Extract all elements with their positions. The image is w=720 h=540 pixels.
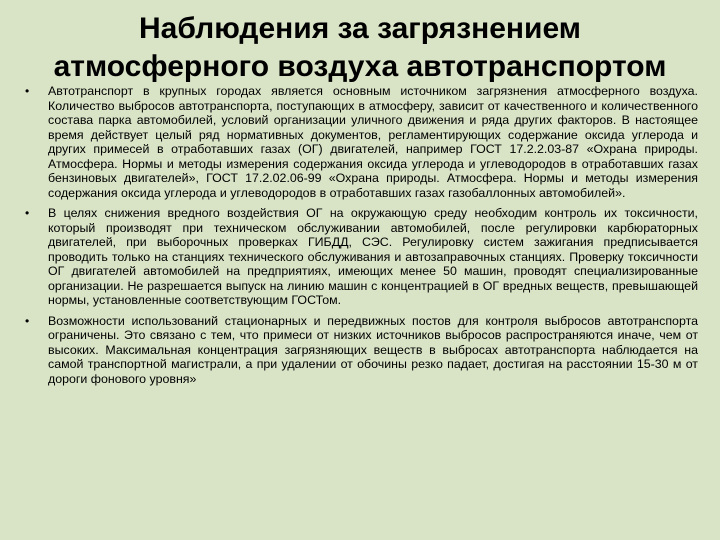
- bullet-marker: •: [25, 84, 30, 98]
- bullet-list: [22, 84, 698, 392]
- bullet-text: В целях снижения вредного воздействия ОГ на окружающую среду необходим контроль их токсичности, который производят при техническом обслуживании автомобилей, после регулировки карбюраторных двигателей, при выборочных проверках ГИБДД, СЭС. Регулировку систем зажигания предписывается проводить только на станциях технического обслуживания и автозаправочных станциях. Проверку токсичности ОГ двигателей автомобилей на предприятиях, имеющих менее 50 машин, проводят специализированные организации. Не разрешается выпуск на линию машин с концентрацией в ОГ вредных веществ, превышающей нормы, установленные соответствующим ГОСТом.: [48, 206, 698, 307]
- bullet-marker: •: [25, 313, 30, 328]
- bullet-text: Автотранспорт в крупных городах является основным источником загрязнения атмосферного воздуха. Количество выбросов автотранспорта, поступающих в атмосферу, зависит от качественного и количественного состава парка автомобилей, условий организации уличного движения и ряда других факторов. В настоящее время действует целый ряд нормативных документов, регламентирующих содержание оксида углерода и других примесей в отработавших газах (ОГ) двигателей, например ГОСТ 17.2.2.03-87 «Охрана природы. Атмосфера. Нормы и методы измерения содержания оксида углерода и углеводородов в отработавших газах бензиновых двигателей», ГОСТ 17.2.02.06-99 «Охрана природы. Атмосфера. Нормы и методы измерения содержания оксида углерода и углеводородов в отработавших газах газобаллонных автомобилей».: [48, 84, 698, 200]
- bullet-item-vehicle-emissions: [22, 84, 698, 200]
- bullet-text: Возможности использований стационарных и передвижных постов для контроля выбросов автотранспорта ограничены. Это связано с тем, что примеси от низких источников выбросов распространяются иначе, чем от высоких. Максимальная концентрация загрязняющих веществ в выбросах автотранспорта наблюдается на самой транспортной магистрали, а при удалении от обочины резко падает, достигая на расстоянии 15-30 м от дороги фонового уровня»: [48, 313, 698, 386]
- title-line-1: Наблюдения за загрязнением: [139, 12, 581, 45]
- bullet-item-toxicity-control: [22, 206, 698, 308]
- title-line-2: атмосферного воздуха автотранспортом: [53, 50, 667, 83]
- slide-title: [20, 10, 700, 86]
- bullet-marker: •: [25, 206, 30, 220]
- bullet-item-monitoring-posts: [22, 314, 698, 387]
